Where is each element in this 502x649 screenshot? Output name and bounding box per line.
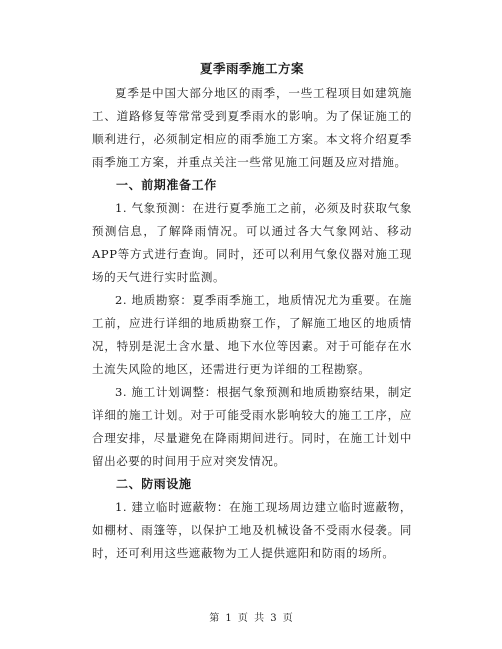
paragraph-schedule-adjustment: 3. 施工计划调整：根据气象预测和地质勘察结果，制定详细的施工计划。对于可能受雨水影响较大的施工工序，应合理安排，尽量避免在降雨期间进行。同时，在施工计划中留出必要的时间用于应对突发情况。	[92, 385, 412, 468]
document-body	[92, 60, 412, 565]
section-heading-rain-protection: 二、防雨设施	[116, 477, 192, 491]
intro-paragraph: 夏季是中国大部分地区的雨季，一些工程项目如建筑施工、道路修复等常常受到夏季雨水的影响。为了保证施工的顺利进行，必须制定相应的雨季施工方案。本文将介绍夏季雨季施工方案，并重点关注一些常见施工问题及应对措施。	[92, 86, 412, 169]
section-heading-preparation: 一、前期准备工作	[116, 178, 217, 192]
paragraph-temporary-shelter: 1. 建立临时遮蔽物：在施工现场周边建立临时遮蔽物，如棚材、雨篷等，以保护工地及机械设备不受雨水侵袭。同时，还可利用这些遮蔽物为工人提供遮阳和防雨的场所。	[92, 500, 412, 560]
paragraph-weather-forecast: 1. 气象预测：在进行夏季施工之前，必须及时获取气象预测信息，了解降雨情况。可以通过各大气象网站、移动APP等方式进行查询。同时，还可以利用气象仪器对施工现场的天气进行实时监测。	[92, 201, 412, 284]
page-number-footer: 第 1 页 共 3 页	[209, 613, 293, 624]
document-title: 夏季雨季施工方案	[199, 61, 304, 76]
paragraph-geological-survey: 2. 地质勘察：夏季雨季施工，地质情况尤为重要。在施工前，应进行详细的地质勘察工作，了解施工地区的地质情况，特别是泥土含水量、地下水位等因素。对于可能存在水土流失风险的地区，还需进行更为详细的工程勘察。	[92, 293, 412, 376]
